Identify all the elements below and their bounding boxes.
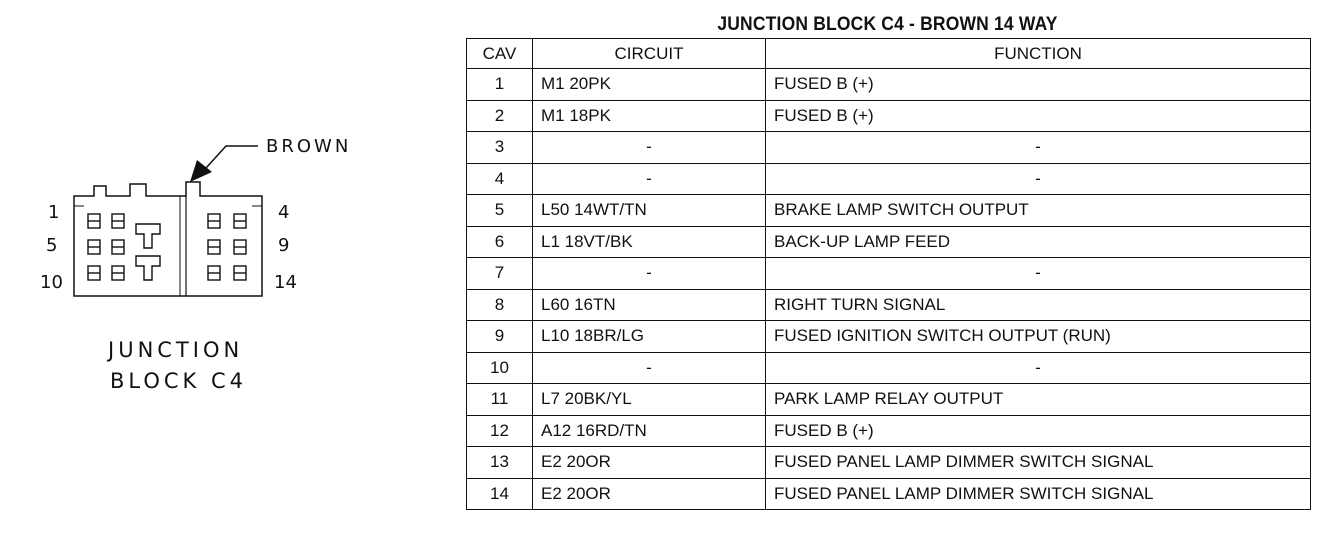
pinout-table — [466, 38, 1311, 510]
cav-cell: 8 — [467, 289, 533, 321]
circuit-cell: A12 16RD/TN — [533, 415, 766, 447]
circuit-cell: M1 18PK — [533, 100, 766, 132]
circuit-cell: M1 20PK — [533, 69, 766, 101]
table-row — [467, 384, 1311, 416]
cav-cell: 7 — [467, 258, 533, 290]
table-row — [467, 226, 1311, 258]
function-cell: FUSED B (+) — [766, 100, 1311, 132]
table-title: JUNCTION BLOCK C4 - BROWN 14 WAY — [717, 14, 1058, 35]
cav-cell: 3 — [467, 132, 533, 164]
function-cell: BRAKE LAMP SWITCH OUTPUT — [766, 195, 1311, 227]
table-row — [467, 289, 1311, 321]
function-cell: FUSED PANEL LAMP DIMMER SWITCH SIGNAL — [766, 447, 1311, 479]
table-row — [467, 321, 1311, 353]
function-cell: FUSED IGNITION SWITCH OUTPUT (RUN) — [766, 321, 1311, 353]
table-row — [467, 69, 1311, 101]
circuit-cell: - — [533, 258, 766, 290]
function-cell: - — [766, 132, 1311, 164]
table-row — [467, 163, 1311, 195]
table-header-row — [467, 39, 1311, 69]
function-cell: RIGHT TURN SIGNAL — [766, 289, 1311, 321]
table-row — [467, 195, 1311, 227]
caption-line-1: JUNCTION — [108, 338, 244, 362]
circuit-cell: L7 20BK/YL — [533, 384, 766, 416]
cav-cell: 13 — [467, 447, 533, 479]
cav-cell: 11 — [467, 384, 533, 416]
header-circuit: CIRCUIT — [533, 39, 766, 69]
function-cell: - — [766, 258, 1311, 290]
table-row — [467, 415, 1311, 447]
pin-label-9: 9 — [278, 235, 290, 256]
table-row — [467, 132, 1311, 164]
circuit-cell: L1 18VT/BK — [533, 226, 766, 258]
circuit-cell: - — [533, 352, 766, 384]
function-cell: BACK-UP LAMP FEED — [766, 226, 1311, 258]
right-cavities — [208, 214, 246, 280]
circuit-cell: E2 20OR — [533, 447, 766, 479]
header-cav: CAV — [467, 39, 533, 69]
cav-cell: 1 — [467, 69, 533, 101]
cav-cell: 6 — [467, 226, 533, 258]
pin-label-5: 5 — [46, 235, 58, 256]
cav-cell: 4 — [467, 163, 533, 195]
cav-cell: 5 — [467, 195, 533, 227]
table-row — [467, 447, 1311, 479]
function-cell: - — [766, 352, 1311, 384]
circuit-cell: L10 18BR/LG — [533, 321, 766, 353]
function-cell: FUSED B (+) — [766, 69, 1311, 101]
leader-line — [206, 146, 258, 168]
header-function: FUNCTION — [766, 39, 1311, 69]
circuit-cell: - — [533, 132, 766, 164]
function-cell: PARK LAMP RELAY OUTPUT — [766, 384, 1311, 416]
connector-diagram — [0, 0, 460, 548]
cav-cell: 12 — [467, 415, 533, 447]
circuit-cell: E2 20OR — [533, 478, 766, 510]
function-cell: - — [766, 163, 1311, 195]
circuit-cell: L50 14WT/TN — [533, 195, 766, 227]
table-row — [467, 478, 1311, 510]
pin-label-14: 14 — [274, 272, 297, 293]
circuit-cell: L60 16TN — [533, 289, 766, 321]
pin-label-10: 10 — [40, 272, 63, 293]
circuit-cell: - — [533, 163, 766, 195]
cav-cell: 9 — [467, 321, 533, 353]
cav-cell: 2 — [467, 100, 533, 132]
table-row — [467, 258, 1311, 290]
pin-label-4: 4 — [278, 202, 290, 223]
function-cell: FUSED B (+) — [766, 415, 1311, 447]
function-cell: FUSED PANEL LAMP DIMMER SWITCH SIGNAL — [766, 478, 1311, 510]
arrow-head-icon — [190, 160, 212, 182]
wire-color-label: BROWN — [266, 136, 352, 157]
table-row — [467, 100, 1311, 132]
caption-line-2: BLOCK C4 — [110, 369, 248, 393]
left-cavities — [88, 214, 160, 280]
pin-label-1: 1 — [48, 202, 60, 223]
table-row — [467, 352, 1311, 384]
cav-cell: 10 — [467, 352, 533, 384]
cav-cell: 14 — [467, 478, 533, 510]
